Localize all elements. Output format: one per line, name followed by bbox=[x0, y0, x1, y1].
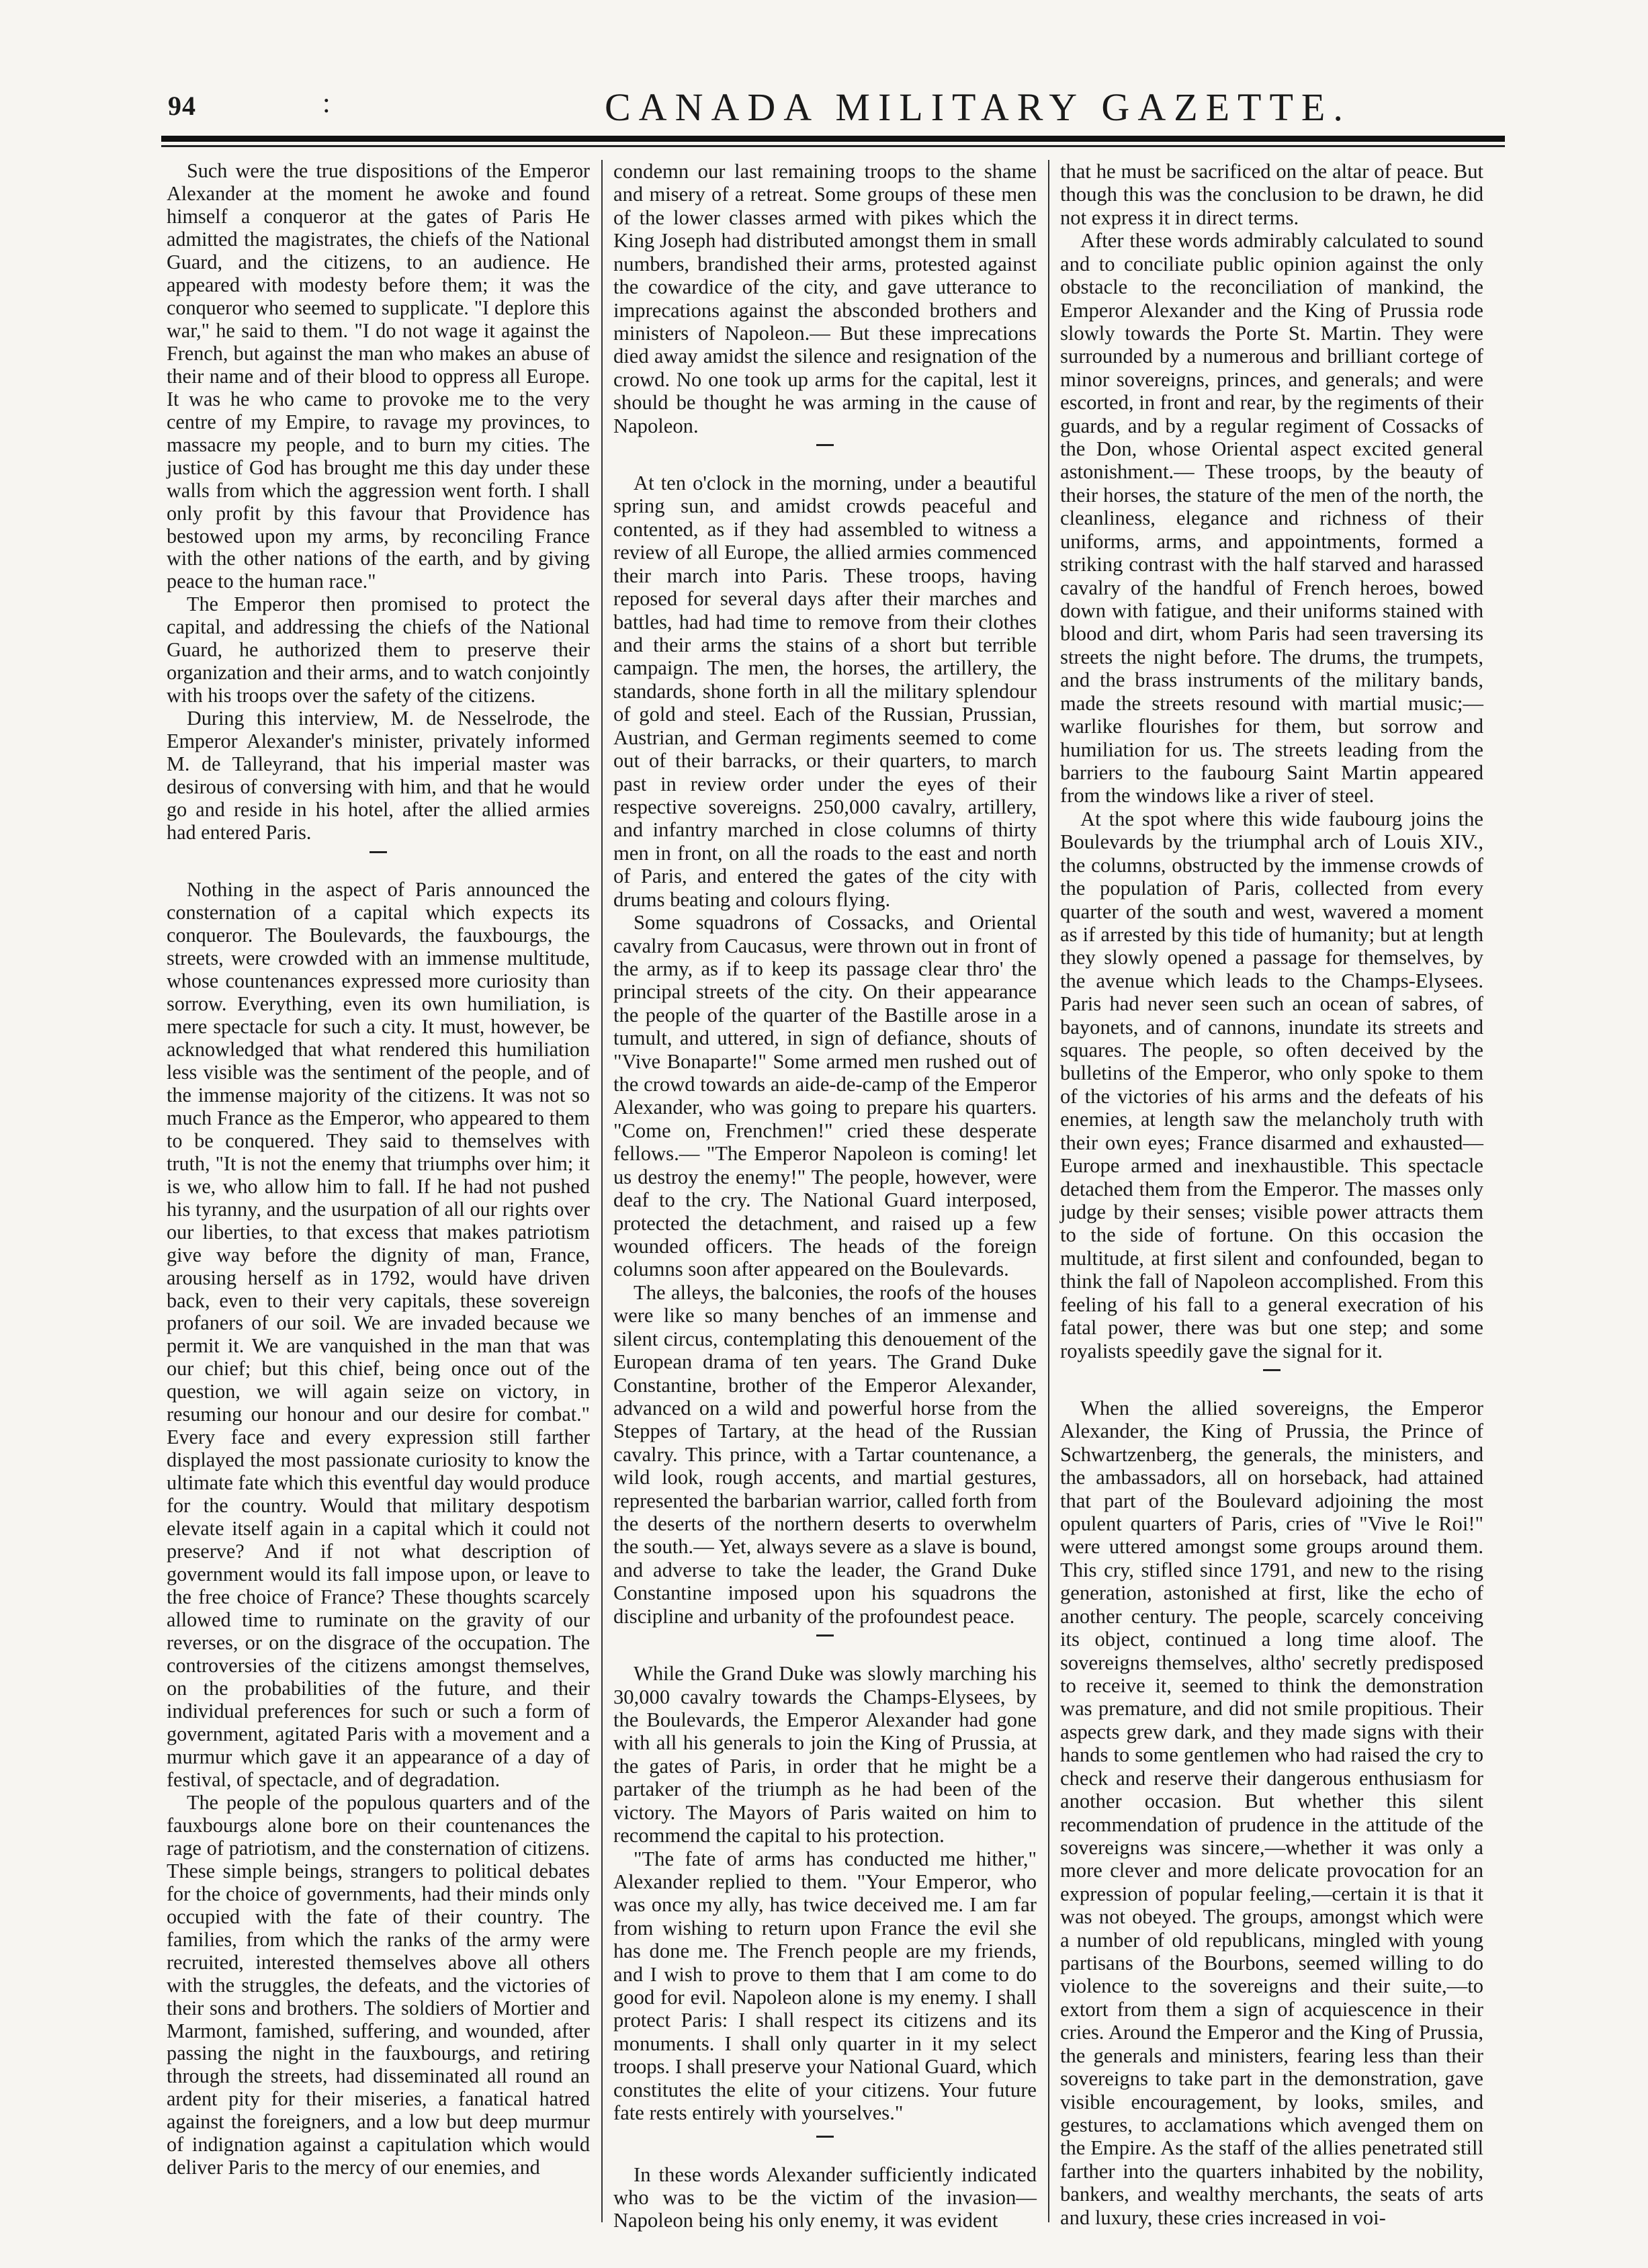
paragraph: In these words Alexander sufficiently indicated who was to be the victim of the invasion— Napoleon being his only enemy, it was evident bbox=[613, 2163, 1037, 2232]
header-rule-thin bbox=[161, 145, 1505, 147]
paragraph: condemn our last remaining troops to the shame and misery of a retreat. Some groups of these men of the lower classes armed with pikes which the King Joseph had distributed amongst them in small numbers, brandished their arms, protested against the cowardice of the city, and gave utterance to imprecations against the absconded brothers and ministers of Napoleon.— But these imprecations died away amidst the silence and resignation of the crowd. No one took up arms for the capital, lest it should be thought he was arming in the cause of Napoleon. bbox=[613, 160, 1037, 437]
column-divider bbox=[1048, 160, 1049, 2222]
header-separator: : bbox=[322, 88, 331, 119]
paragraph: During this interview, M. de Nesselrode, the Emperor Alexander's minister, privately informed M. de Talleyrand, that his imperial master was desirous of conversing with him, and that he would go and reside in his hotel, after the allied armies had entered Paris. bbox=[167, 707, 590, 844]
paragraph: At the spot where this wide faubourg joins the Boulevards by the triumphal arch of Louis XIV., the columns, obstructed by the immense crowds of the population of Paris, collected from every quarter of the south and west, wavered a moment as if arrested by this tide of humanity; but at length they slowly opened a passage for themselves, by the avenue which leads to the Champs-Elysees. Paris had never seen such an ocean of sabres, of bayonets, and of cannons, inundate its streets and squares. The people, so often deceived by the bulletins of the Emperor, who only spoke to them of the victories of his arms and the defeats of his enemies, at length saw the melancholy truth with their own eyes; France disarmed and exhausted—Europe armed and inexhaustible. This spectacle detached them from the Emperor. The masses only judge by their senses; visible power attracts them to the side of fortune. On this occasion the multitude, at first silent and confounded, began to think the fall of Napoleon accomplished. From this feeling of his fall to a general execration of his fatal power, there was but one step; and some royalists speedily gave the signal for it. bbox=[1060, 807, 1483, 1362]
header-rule-thick bbox=[161, 136, 1505, 142]
paragraph: Some squadrons of Cossacks, and Oriental cavalry from Caucasus, were thrown out in front of the army, as if to keep its passage clear thro' the principal streets of the city. On their appearance the people of the quarter of the Bastille arose in a tumult, and uttered, in sign of defiance, shouts of "Vive Bonaparte!" Some armed men rushed out of the crowd towards an aide-de-camp of the Emperor Alexander, who was going to prepare his quarters. "Come on, Frenchmen!" cried these desperate fellows.— "The Emperor Napoleon is coming! let us destroy the enemy!" The people, however, were deaf to the cry. The National Guard interposed, protected the detachment, and raised up a few wounded officers. The heads of the foreign columns soon after appeared on the Boulevards. bbox=[613, 911, 1037, 1281]
paragraph: Nothing in the aspect of Paris announced the consternation of a capital which expects its conqueror. The Boulevards, the fauxbourgs, the streets, were crowded with an immense multitude, whose countenances expressed more curiosity than sorrow. Everything, even its own humiliation, is mere spectacle for such a city. It must, however, be acknowledged that what rendered this humiliation less visible was the sentiment of the people, and of the immense majority of the citizens. It was not so much France as the Emperor, who appeared to them to be conquered. They said to themselves with truth, "It is not the enemy that triumphs over him; it is we, who allow him to fall. If he had not pushed his tyranny, and the usurpation of all our rights over our liberties, to that excess that makes patriotism give way before the dignity of man, France, arousing herself as in 1792, would have driven back, even to their very capitals, these sovereign profaners of our soil. We are invaded because we permit it. We are vanquished in the man that was our chief; but this chief, being once out of the question, we will again seize on victory, in resuming our honour and our desire for combat." Every face and every expression still farther displayed the most passionate curiosity to know the ultimate fate which this eventful day would produce for the country. Would that military despotism elevate itself again in a capital which it could not preserve? And if not what description of government would its fall impose upon, or leave to the free choice of France? These thoughts scarcely allowed time to ruminate on the gravity of our reverses, or on the disgrace of the occupation. The controversies of the citizens amongst themselves, on the probabilities of the future, and their individual preferences for such or such a form of government, agitated Paris with a movement and a murmur which gave it an appearance of a day of festival, of spectacle, and of degradation. bbox=[167, 878, 590, 1791]
page-number: 94 bbox=[168, 91, 196, 121]
column-2 bbox=[613, 160, 1037, 2232]
section-dash bbox=[816, 1634, 834, 1637]
column-1 bbox=[167, 160, 590, 2179]
masthead bbox=[161, 81, 1505, 134]
paragraph: that he must be sacrificed on the altar of peace. But though this was the conclusion to be drawn, he did not express it in direct terms. bbox=[1060, 160, 1483, 229]
paragraph: At ten o'clock in the morning, under a beautiful spring sun, and amidst crowds peaceful and contented, as if they had assembled to witness a review of all Europe, the allied armies commenced their march into Paris. These troops, having reposed for several days after their marches and battles, had had time to remove from their clothes and their arms the stains of a short but terrible campaign. The men, the horses, the artillery, the standards, shone forth in all the military splendour of gold and steel. Each of the Russian, Prussian, Austrian, and German regiments seemed to come out of their barracks, or their quarters, to march past in review order under the eyes of their respective sovereigns. 250,000 cavalry, artillery, and infantry marched in close columns of thirty men in front, on all the roads to the east and north of Paris, and entered the gates of the city with drums beating and colours flying. bbox=[613, 472, 1037, 911]
paragraph: "The fate of arms has conducted me hither," Alexander replied to them. "Your Emperor, who was once my ally, has twice deceived me. I am far from wishing to return upon France the evil she has done me. The French people are my friends, and I wish to prove to them that I am come to do good for evil. Napoleon alone is my enemy. I shall protect Paris: I shall respect its citizens and its monuments. I shall only quarter in it my select troops. I shall preserve your National Guard, which constitutes the elite of your citizens. Your future fate rests entirely with yourselves." bbox=[613, 1847, 1037, 2125]
section-dash bbox=[1263, 1369, 1281, 1371]
column-3 bbox=[1060, 160, 1483, 2229]
section-dash bbox=[816, 444, 834, 446]
paragraph: Such were the true dispositions of the Emperor Alexander at the moment he awoke and found himself a conqueror at the gates of Paris He admitted the magistrates, the chiefs of the National Guard, and the citizens, to an audience. He appeared with modesty before them; it was the conqueror who seemed to supplicate. "I deplore this war," he said to them. "I do not wage it against the French, but against the man who makes an abuse of their name and of their blood to oppress all Europe. It was he who came to provoke me to the very centre of my Empire, to ravage my provinces, to massacre my people, and to burn my cities. The justice of God has brought me this day under these walls from which the aggression went forth. I shall only profit by this favour that Providence has bestowed upon my arms, by reconciling France with the other nations of the earth, and by giving peace to the human race." bbox=[167, 159, 590, 593]
paragraph: While the Grand Duke was slowly marching his 30,000 cavalry towards the Champs-Elysees, by the Boulevards, the Emperor Alexander had gone with all his generals to join the King of Prussia, at the gates of Paris, in order that he might be a partaker of the triumph as he had been of the victory. The Mayors of Paris waited on him to recommend the capital to his protection. bbox=[613, 1662, 1037, 1847]
paragraph: The alleys, the balconies, the roofs of the houses were like so many benches of an immense and silent circus, contemplating this denouement of the European drama of ten years. The Grand Duke Constantine, brother of the Emperor Alexander, advanced on a wild and powerful horse from the Steppes of Tartary, at the head of the Russian cavalry. This prince, with a Tartar countenance, a wild look, rough accents, and martial gestures, represented the barbarian warrior, called forth from the deserts of the northern deserts to overwhelm the south.— Yet, always severe as a slave is bound, and adverse to take the leader, the Grand Duke Constantine imposed upon his squadrons the discipline and urbanity of the profoundest peace. bbox=[613, 1280, 1037, 1628]
paragraph: When the allied sovereigns, the Emperor Alexander, the King of Prussia, the Prince of Schwartzenberg, the generals, the ministers, and the ambassadors, all on horseback, had attained that part of the Boulevard adjoining the most opulent quarters of Paris, cries of "Vive le Roi!" were uttered amongst some groups around them. This cry, stifled since 1791, and new to the rising generation, astonished at first, like the echo of another century. The people, scarcely conceiving its object, continued a long time aloof. The sovereigns themselves, altho' secretly predisposed to receive it, seemed to think the demonstration was premature, and did not smile propitious. Their aspects grew dark, and they made signs with their hands to some gentlemen who had raised the cry to check and reserve their dangerous enthusiasm for another occasion. But whether this silent recommendation of prudence in the attitude of the sovereigns was sincere,—whether it was only a more clever and more delicate provocation for an expression of popular feeling,—certain it is that it was not obeyed. The groups, amongst which were a number of old republicans, mingled with young partisans of the Bourbons, seemed willing to do violence to the sovereigns and their suite,—to extort from them a sign of acquiescence in their cries. Around the Emperor and the King of Prussia, the generals and ministers, fearing less than their sovereigns to take part in the demonstration, gave visible encouragement, by looks, smiles, and gestures, to acclamations which avenged them on the Empire. As the staff of the allies penetrated still farther into the quarters inhabited by the nobility, bankers, and wealthy merchants, the seats of arts and luxury, these cries increased in voi- bbox=[1060, 1396, 1483, 2229]
paragraph: The Emperor then promised to protect the capital, and addressing the chiefs of the National Guard, he authorized them to preserve their organization and their arms, and to watch conjointly with his troops over the safety of the citizens. bbox=[167, 593, 590, 707]
paragraph: The people of the populous quarters and of the fauxbourgs alone bore on their countenances the rage of patriotism, and the consternation of citizens. These simple beings, strangers to political debates for the choice of governments, had their minds only occupied with the fate of their country. The families, from which the ranks of the army were recruited, interested themselves above all others with the struggles, the defeats, and the victories of their sons and brothers. The soldiers of Mortier and Marmont, famished, suffering, and wounded, after passing the night in the fauxbourgs, and retiring through the streets, had disseminated all round an ardent pity for their miseries, a fanatical hatred against the foreigners, and a low but deep murmur of indignation against a capitulation which would deliver Paris to the mercy of our enemies, and bbox=[167, 1790, 590, 2179]
section-dash bbox=[816, 2136, 834, 2138]
paragraph: After these words admirably calculated to sound and to conciliate public opinion against the only obstacle to the reconciliation of mankind, the Emperor Alexander and the King of Prussia rode slowly towards the Porte St. Martin. They were surrounded by a numerous and brilliant cortege of minor sovereigns, princes, and generals; and were escorted, in front and rear, by the regiments of their guards, and by a regular regiment of Cossacks of the Don, whose Oriental aspect excited general astonishment.— These troops, by the beauty of their horses, the stature of the men of the north, the cleanliness, elegance and richness of their uniforms, arms, and appointments, formed a striking contrast with the half starved and harassed cavalry of the handful of French heroes, bowed down with fatigue, and their uniforms stained with blood and dirt, whom Paris had seen traversing its streets the night before. The drums, the trumpets, and the brass instruments of the military bands, made the streets resound with martial music;—warlike flourishes for them, but sorrow and humiliation for us. The streets leading from the barriers to the faubourg Saint Martin appeared from the windows like a river of steel. bbox=[1060, 229, 1483, 808]
column-divider bbox=[601, 160, 603, 2222]
section-dash bbox=[370, 851, 387, 853]
newspaper-title: CANADA MILITARY GAZETTE. bbox=[605, 85, 1351, 129]
